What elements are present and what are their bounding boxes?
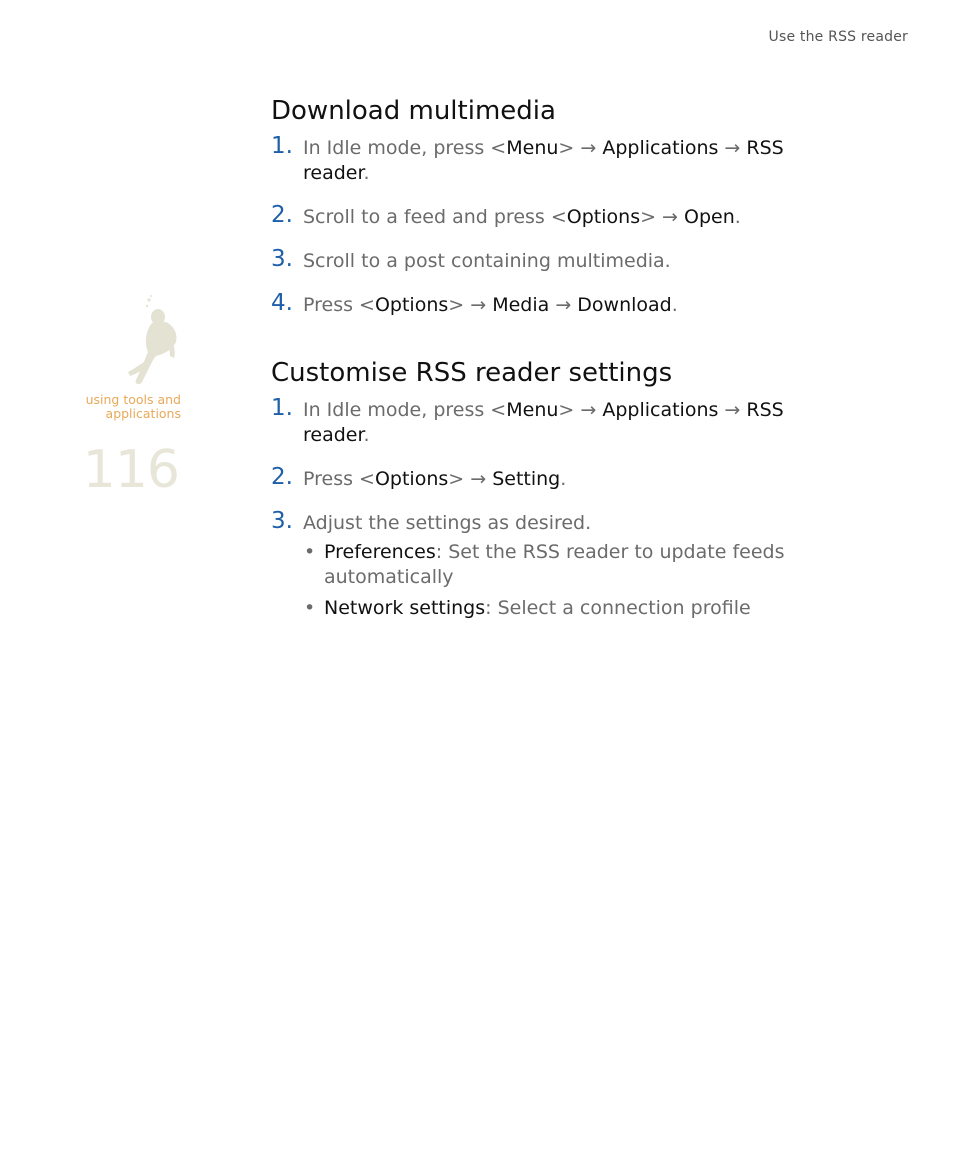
menu-key-label: Options [566,206,641,228]
bullet-item [303,596,841,621]
step-text: Scroll to a feed and press < [303,206,567,228]
menu-item-label: Open [684,206,735,228]
step-number: 2. [271,202,293,228]
step-text: . [734,206,741,228]
step-item [271,246,841,274]
setting-term: Network settings [324,597,486,619]
section-title: Customise RSS reader settings [271,358,673,388]
main-content [271,94,841,640]
step-text: Press < [303,468,375,490]
step-text: > → [558,137,603,159]
step-text: → [718,399,747,421]
step-text: → [718,137,747,159]
diver-figure-icon [118,292,184,388]
step-item [271,508,841,621]
step-text: > → [640,206,685,228]
step-text: Adjust the settings as desired. [303,512,592,534]
step-text: . [363,162,370,184]
menu-key-label: Options [374,294,449,316]
section-customise-rss-settings [271,356,841,621]
step-text: Press < [303,294,375,316]
step-number: 3. [271,246,293,272]
chapter-label-line: applications [105,406,181,421]
menu-key-label: Menu [506,137,559,159]
step-text: > → [448,294,493,316]
setting-term: Preferences [324,541,436,563]
step-list [271,395,841,621]
step-number: 4. [271,290,293,316]
step-text: → [549,294,578,316]
step-text: > → [558,399,603,421]
menu-item-label: Media [492,294,550,316]
step-number: 3. [271,508,293,534]
section-title: Download multimedia [271,96,556,126]
step-item [271,395,841,448]
chapter-label-line: using tools and [85,392,181,407]
chapter-label [41,393,181,421]
bullet-item [303,540,841,590]
step-text: . [363,424,370,446]
menu-item-label: Setting [492,468,561,490]
bullet-dot-icon: • [304,597,316,619]
setting-description: : Select a connection profile [485,597,751,619]
step-text: . [671,294,678,316]
step-number: 2. [271,464,293,490]
menu-item-label: RSS reader [303,399,784,446]
menu-item-label: Applications [602,137,719,159]
page-number: 116 [82,440,179,500]
step-text: Scroll to a post containing multimedia. [303,250,671,272]
step-item [271,464,841,492]
step-text: > → [448,468,493,490]
step-number: 1. [271,133,293,159]
step-text: In Idle mode, press < [303,137,507,159]
step-text: In Idle mode, press < [303,399,507,421]
step-list [271,133,841,318]
step-item [271,202,841,230]
settings-bullet-list [303,540,841,621]
menu-key-label: Options [374,468,449,490]
setting-description: : Set the RSS reader to update feeds automatically [324,541,785,588]
menu-item-label: Applications [602,399,719,421]
section-download-multimedia [271,94,841,318]
step-text: . [560,468,567,490]
bullet-dot-icon: • [304,541,316,563]
menu-item-label: Download [577,294,672,316]
running-header: Use the RSS reader [768,29,908,45]
step-item [271,290,841,318]
menu-key-label: Menu [506,399,559,421]
step-item [271,133,841,186]
step-number: 1. [271,395,293,421]
menu-item-label: RSS reader [303,137,784,184]
